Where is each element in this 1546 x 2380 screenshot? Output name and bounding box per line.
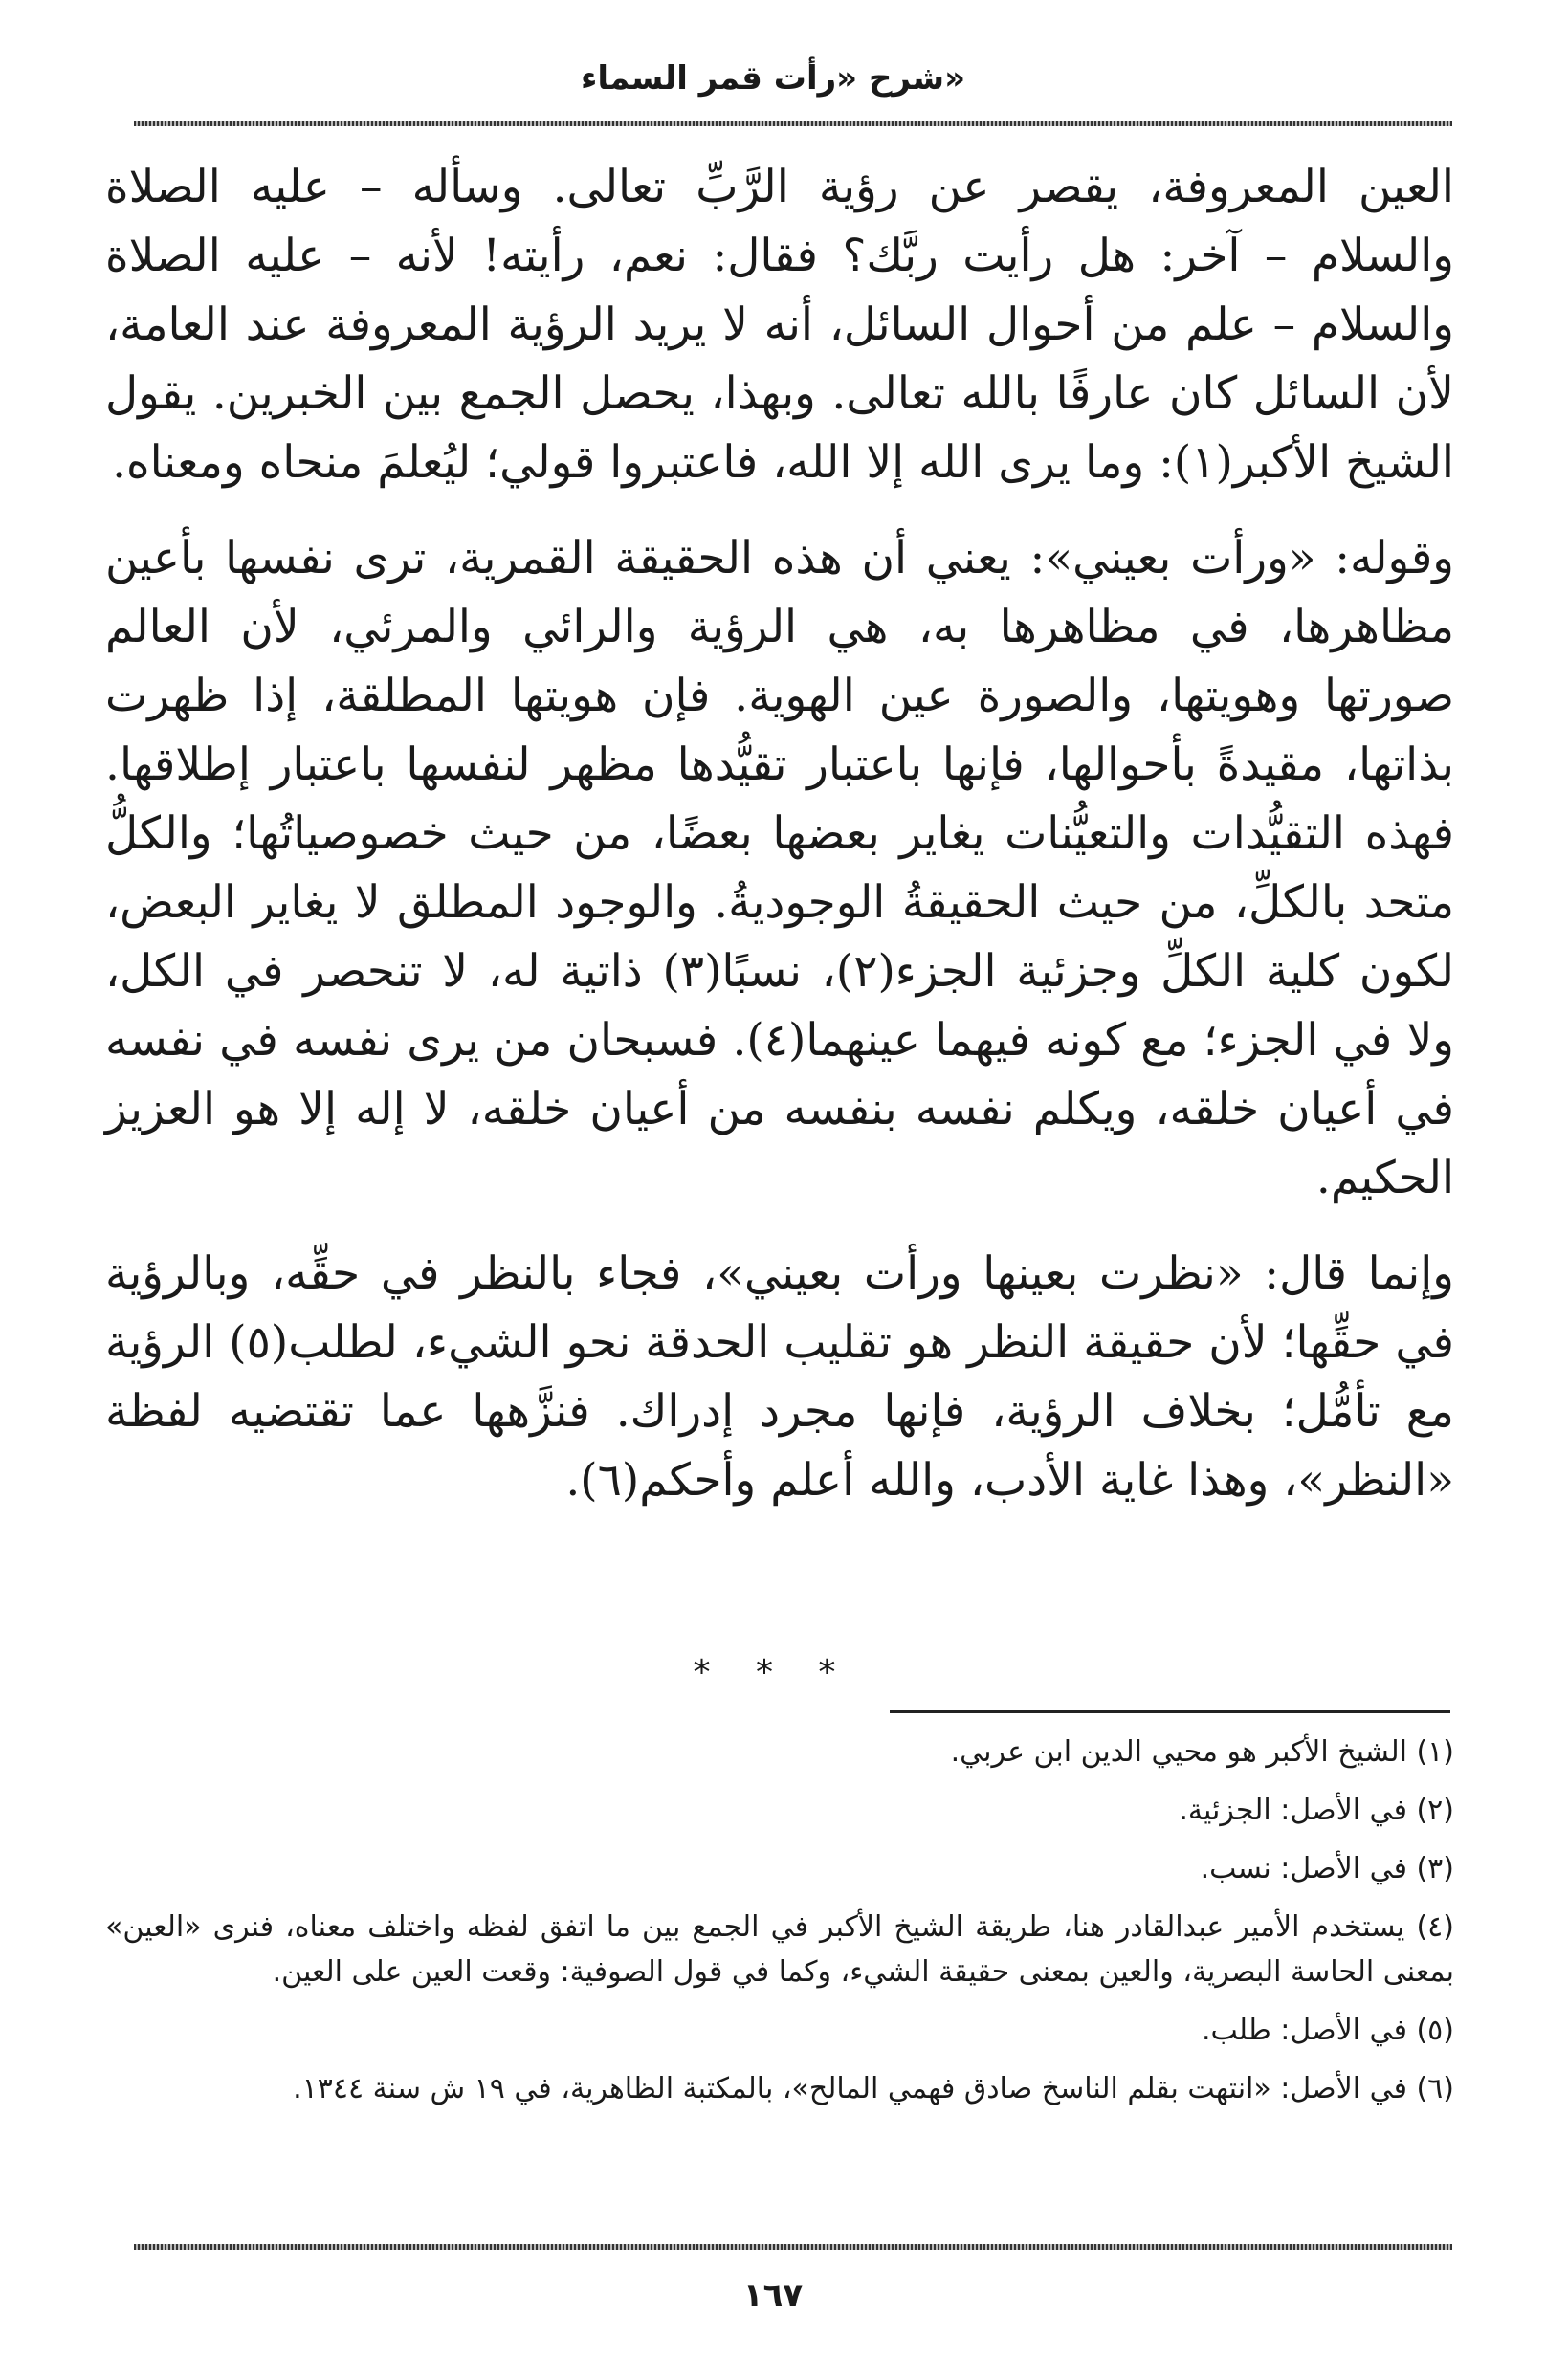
paragraph: العين المعروفة، يقصر عن رؤية الرَّبِّ تعالى. وسأله – عليه الصلاة والسلام – آخر: هل رأيت ربَّك؟ فقال: نعم، رأيته! لأنه – عليه الصلاة والسلام – علم من أحوال السائل، أنه لا يريد الرؤية المعروفة عند العامة، لأن السائل كان عارفًا بالله تعالى. وبهذا، يحصل الجمع بين الخبرين. يقول الشيخ الأكبر(١): وما يرى الله إلا الله، فاعتبروا قولي؛ ليُعلمَ منحاه ومعناه. — [105, 161, 1454, 489]
footnote: (٦) في الأصل: «انتهت بقلم الناسخ صادق فهمي المالح»، بالمكتبة الظاهرية، في ١٩ ش سنة ١٣٤٤. — [293, 2072, 1454, 2105]
footnote: (٣) في الأصل: نسب. — [1200, 1852, 1454, 1885]
footnotes — [105, 1730, 1454, 2125]
footer-rule — [134, 2244, 1452, 2250]
footnote: (٤) يستخدم الأمير عبدالقادر هنا، طريقة الشيخ الأكبر في الجمع بين ما اتفق لفظه واختلف معناه، فنرى «العين» بمعنى الحاسة البصرية، والعين بمعنى حقيقة الشيء، وكما في قول الصوفية: وقعت العين على العين. — [105, 1910, 1454, 1989]
paragraph: وإنما قال: «نظرت بعينها ورأت بعيني»، فجاء بالنظر في حقِّه، وبالرؤية في حقِّها؛ لأن حقيقة النظر هو تقليب الحدقة نحو الشيء، لطلب(٥) الرؤية مع تأمُّل؛ بخلاف الرؤية، فإنها مجرد إدراك. فنزَّهها عما تقتضيه لفظة «النظر»، وهذا غاية الأدب، والله أعلم وأحكم(٦). — [105, 1247, 1454, 1507]
footnote-rule — [890, 1710, 1450, 1713]
footnote: (١) الشيخ الأكبر هو محيي الدين ابن عربي. — [950, 1735, 1454, 1769]
footnote: (٢) في الأصل: الجزئية. — [1179, 1794, 1454, 1827]
page-number: ١٦٧ — [742, 2277, 804, 2315]
running-header: شرح «رأت قمر السماء» — [580, 59, 966, 98]
main-text — [105, 153, 1454, 1542]
header-rule — [134, 121, 1452, 126]
footnote: (٥) في الأصل: طلب. — [1201, 2014, 1454, 2047]
paragraph: وقوله: «ورأت بعيني»: يعني أن هذه الحقيقة القمرية، ترى نفسها بأعين مظاهرها، في مظاهرها به، هي الرؤية والرائي والمرئي، لأن العالم صورتها وهويتها، والصورة عين الهوية. فإن هويتها المطلقة، إذا ظهرت بذاتها، مقيدةً بأحوالها، فإنها باعتبار تقيُّدها مظهر لنفسها باعتبار إطلاقها. فهذه التقيُّدات والتعيُّنات يغاير بعضها بعضًا، من حيث خصوصياتُها؛ والكلُّ متحد بالكلِّ، من حيث الحقيقةُ الوجوديةُ. والوجود المطلق لا يغاير البعض، لكون كلية الكلِّ وجزئية الجزء(٢)، نسبًا(٣) ذاتية له، لا تنحصر في الكل، ولا في الجزء؛ مع كونه فيهما عينهما(٤). فسبحان من يرى نفسه في نفسه في أعيان خلقه، ويكلم نفسه بنفسه من أعيان خلقه، لا إله إلا هو العزيز الحكيم. — [105, 532, 1454, 1204]
section-separator: * * * — [693, 1653, 853, 1692]
